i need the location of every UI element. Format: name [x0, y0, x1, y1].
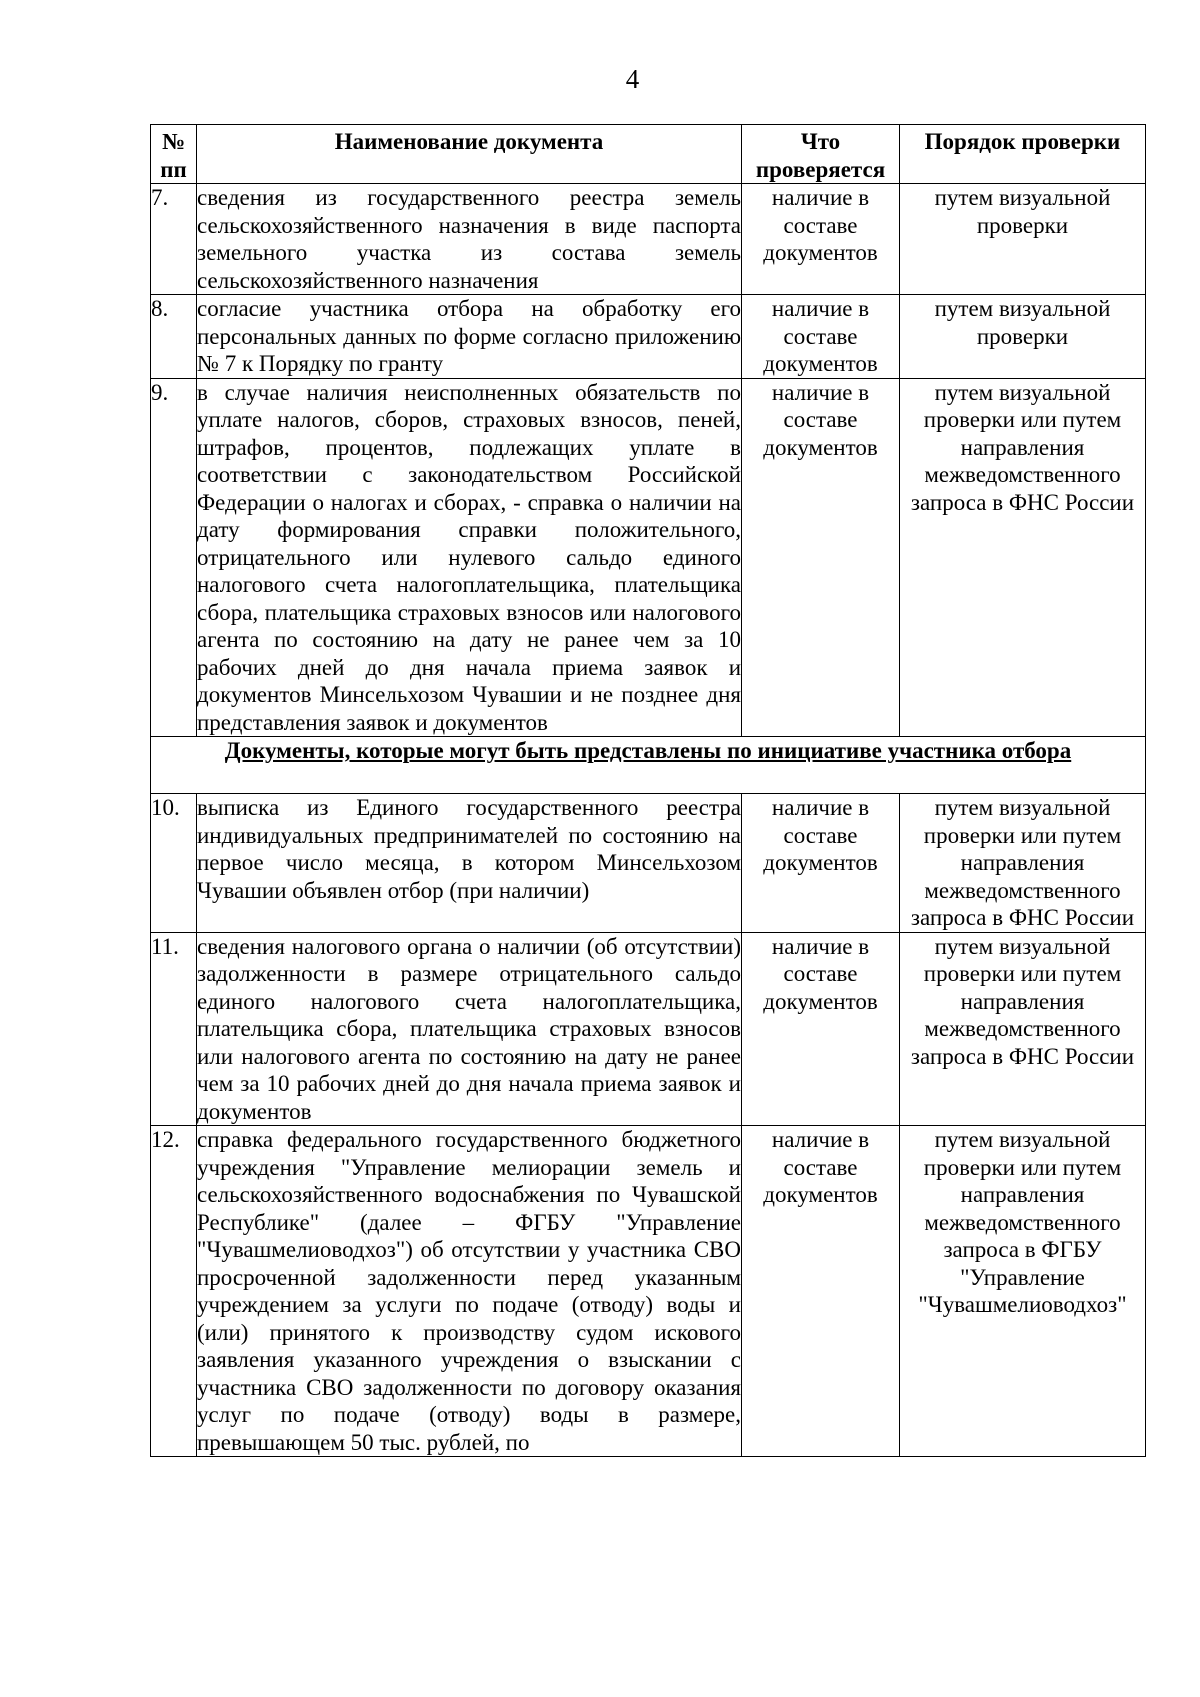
- row-what-checked: наличие в составе документов: [742, 794, 900, 933]
- row-num: 7.: [151, 184, 197, 295]
- row-check-order: путем визуальной проверки: [900, 184, 1146, 295]
- row-what-checked: наличие в составе документов: [742, 184, 900, 295]
- row-what-checked: наличие в составе документов: [742, 1126, 900, 1457]
- table-row: [151, 295, 1146, 379]
- row-what-checked: наличие в составе документов: [742, 378, 900, 737]
- row-check-order: путем визуальной проверки или путем направления межведомственного запроса в ФНС России: [900, 932, 1146, 1126]
- row-document-name: справка федерального государственного бюджетного учреждения "Управление мелиорации земель и сельскохозяйственного водоснабжения по Чувашской Республике" (далее – ФГБУ "Управление "Чувашмелиоводхоз") об отсутствии у участника СВО просроченной задолженности перед указанным учреждением за услуги по подаче (отводу) воды и (или) принятого к производству судом искового заявления указанного учреждения о взыскании с участника СВО задолженности по договору оказания услуг по подаче (отводу) воды в размере, превышающем 50 тыс. рублей, по: [197, 1127, 741, 1455]
- row-document-name: сведения из государственного реестра земель сельскохозяйственного назначения в виде паспорта земельного участка из состава земель сельскохозяйственного назначения: [197, 185, 741, 293]
- table-row: [151, 184, 1146, 295]
- row-check-order: путем визуальной проверки или путем направления межведомственного запроса в ФНС России: [900, 378, 1146, 737]
- row-num: 11.: [151, 932, 197, 1126]
- table-row: [151, 932, 1146, 1126]
- row-num: 8.: [151, 295, 197, 379]
- header-num: № пп: [151, 125, 197, 184]
- row-check-order: путем визуальной проверки: [900, 295, 1146, 379]
- row-document-name: сведения налогового органа о наличии (об отсутствии) задолженности в размере отрицательного сальдо единого налогового счета налогоплательщика, плательщика сбора, плательщика страховых взносов или налогового агента по состоянию на дату не ранее чем за 10 рабочих дней до дня начала приема заявок и документов: [197, 933, 741, 1124]
- header-check: Порядок проверки: [900, 125, 1146, 184]
- row-num: 10.: [151, 794, 197, 933]
- row-document-name: выписка из Единого государственного реестра индивидуальных предпринимателей по состоянию на первое число месяца, в котором Минсельхозом Чувашии объявлен отбор (при наличии): [197, 794, 742, 933]
- table-row: [151, 1126, 1146, 1457]
- row-document-name: согласие участника отбора на обработку его персональных данных по форме согласно приложению № 7 к Порядку по гранту: [197, 296, 741, 376]
- table-row: [151, 378, 1146, 737]
- row-check-order: путем визуальной проверки или путем направления межведомственного запроса в ФНС России: [900, 794, 1146, 933]
- header-what: Что проверяется: [742, 125, 900, 184]
- page-number: 4: [625, 64, 640, 94]
- row-what-checked: наличие в составе документов: [742, 932, 900, 1126]
- table-row: [151, 794, 1146, 933]
- header-name: Наименование документа: [197, 125, 742, 184]
- section-title: Документы, которые могут быть представлены по инициативе участника отбора: [151, 737, 1146, 794]
- row-what-checked: наличие в составе документов: [742, 295, 900, 379]
- row-num: 12.: [151, 1126, 197, 1457]
- section-row: [151, 737, 1146, 794]
- row-check-order: путем визуальной проверки или путем направления межведомственного запроса в ФГБУ "Управление "Чувашмелиоводхоз": [900, 1126, 1146, 1457]
- documents-table: [150, 124, 1146, 1457]
- row-document-name: в случае наличия неисполненных обязательств по уплате налогов, сборов, страховых взносов, пеней, штрафов, процентов, подлежащих уплате в соответствии с законодательством Российской Федерации о налогах и сборах, - справка о наличии на дату формирования справки положительного, отрицательного или нулевого сальдо единого налогового счета налогоплательщика, плательщика сбора, плательщика страховых взносов или налогового агента по состоянию на дату не ранее чем за 10 рабочих дней до дня начала приема заявок и документов Минсельхозом Чувашии и не позднее дня представления заявок и документов: [197, 379, 741, 735]
- row-num: 9.: [151, 378, 197, 737]
- table-header-row: [151, 125, 1146, 184]
